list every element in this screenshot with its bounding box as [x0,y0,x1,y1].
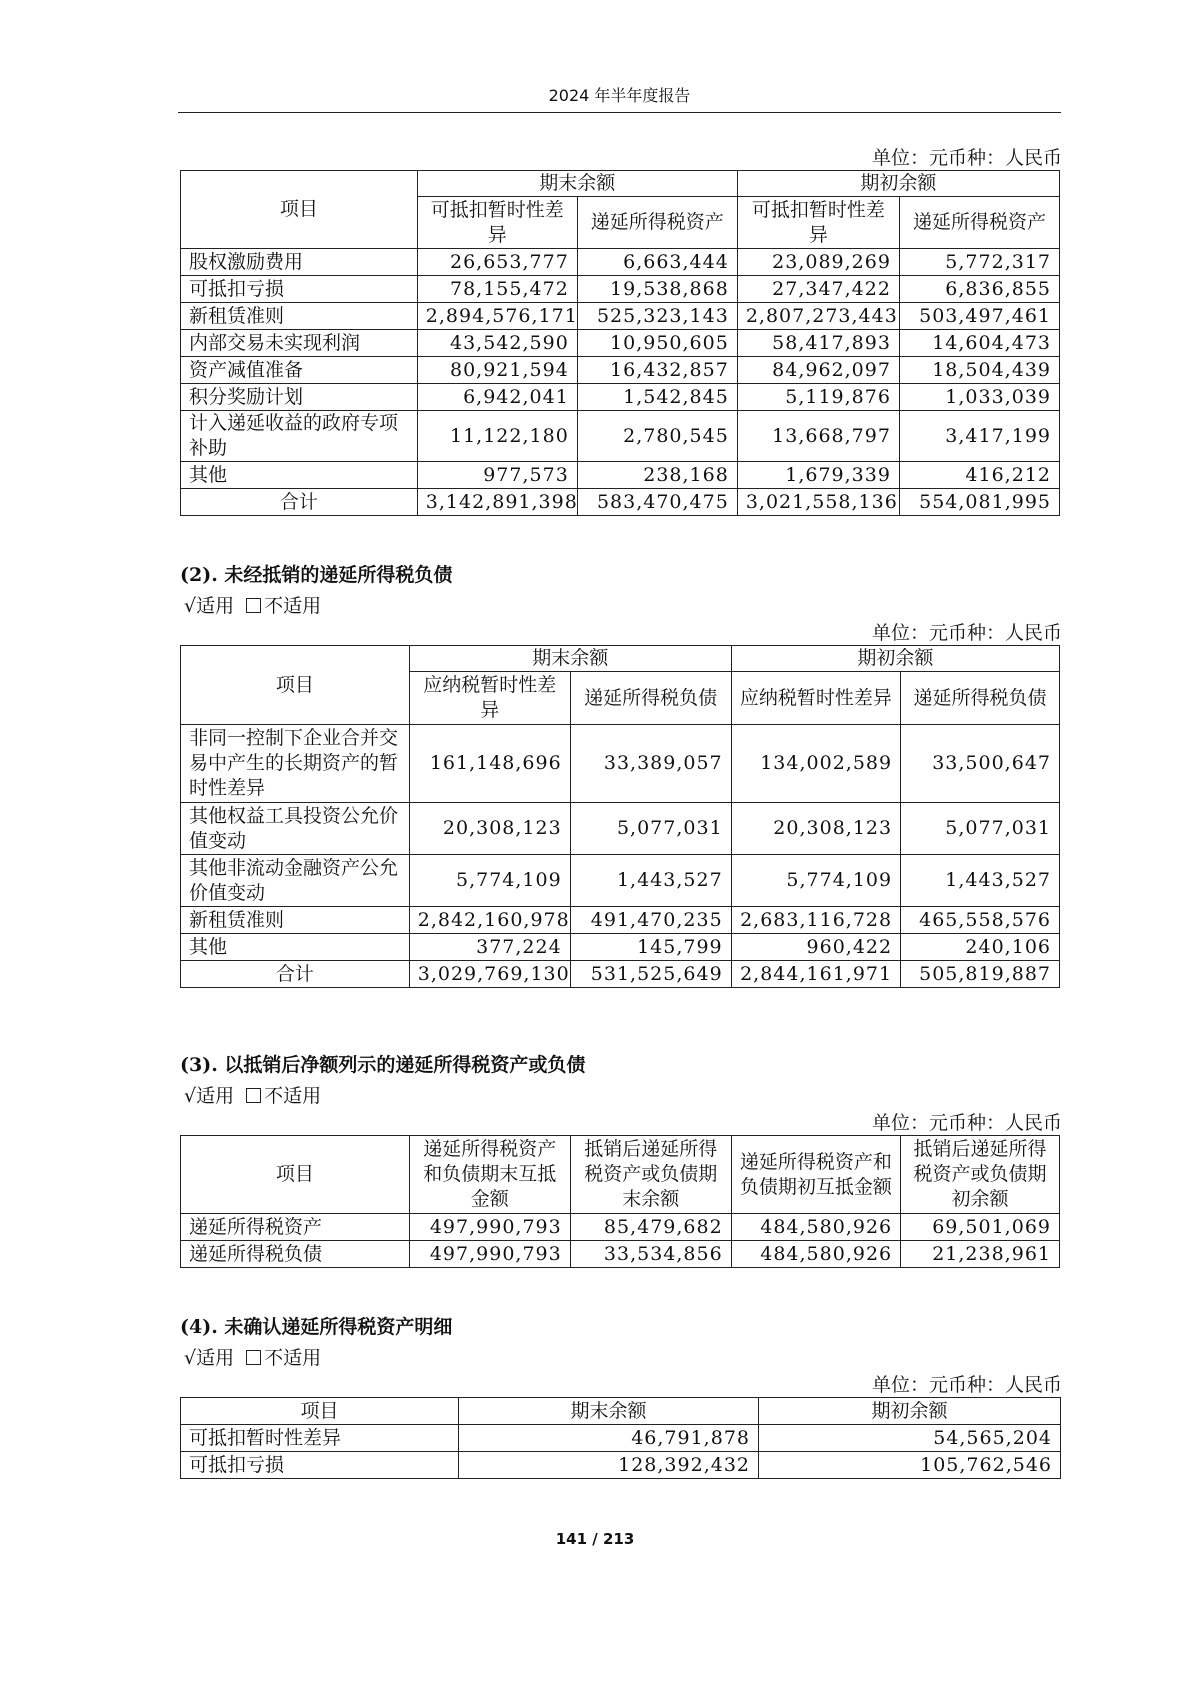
unit-label: 单位：元币种：人民币 [871,622,1062,644]
checkbox-empty-icon [246,1350,261,1365]
cell-value: 484,580,926 [731,1241,900,1268]
cell-value: 85,479,682 [570,1214,731,1241]
applicable-check: √适用 [184,595,235,617]
applicable-check: √适用 [184,1347,235,1369]
cell-value: 484,580,926 [731,1214,900,1241]
cell-value: 377,224 [409,934,570,961]
cell-value: 105,762,546 [759,1452,1061,1479]
cell-value: 583,470,475 [577,489,737,516]
cell-value: 26,653,777 [417,249,577,276]
table-row [181,330,1060,357]
table-row [181,276,1060,303]
page-header [178,82,1061,113]
checkbox-empty-icon [246,1088,261,1103]
table-row [181,1425,1061,1452]
cell-value: 6,942,041 [417,384,577,411]
row-label: 股权激励费用 [181,249,418,276]
table-row [181,803,1060,855]
cell-value: 5,077,031 [570,803,731,855]
table-row [181,357,1060,384]
col-group-begin-balance: 期初余额 [737,171,1059,197]
cell-value: 46,791,878 [459,1425,759,1452]
cell-value: 14,604,473 [899,330,1059,357]
cell-value: 1,542,845 [577,384,737,411]
table-row-total [181,961,1060,988]
cell-value: 33,534,856 [570,1241,731,1268]
col-header-item: 项目 [181,646,410,725]
cell-value: 1,033,039 [899,384,1059,411]
report-title: 2024 年半年度报告 [548,86,691,105]
row-label: 递延所得税负债 [181,1241,410,1268]
row-label: 递延所得税资产 [181,1214,410,1241]
cell-value: 33,500,647 [901,725,1060,803]
cell-value: 497,990,793 [409,1241,570,1268]
cell-value: 491,470,235 [570,907,731,934]
cell-value: 145,799 [570,934,731,961]
table-row [181,1452,1061,1479]
cell-value: 134,002,589 [731,725,900,803]
col-header-net-begin: 抵销后递延所得税资产或负债期初余额 [901,1136,1060,1214]
cell-value: 58,417,893 [737,330,899,357]
cell-value: 1,443,527 [570,855,731,907]
cell-value: 531,525,649 [570,961,731,988]
cell-value: 5,077,031 [901,803,1060,855]
applicable-indicator [184,591,321,618]
cell-value: 33,389,057 [570,725,731,803]
cell-value: 3,029,769,130 [409,961,570,988]
cell-value: 2,683,116,728 [731,907,900,934]
table-row [181,725,1060,803]
table-row [181,249,1060,276]
applicable-check: √适用 [184,1085,235,1107]
col-header-end-balance: 期末余额 [459,1398,759,1425]
cell-value: 21,238,961 [901,1241,1060,1268]
section-title-2: (2). 未经抵销的递延所得税负债 [180,564,453,586]
cell-value: 497,990,793 [409,1214,570,1241]
cell-value: 20,308,123 [409,803,570,855]
cell-value: 6,663,444 [577,249,737,276]
cell-value: 5,119,876 [737,384,899,411]
row-label: 可抵扣亏损 [181,1452,459,1479]
net-deferred-tax-table [180,1135,1060,1268]
cell-value: 2,842,160,978 [409,907,570,934]
cell-value: 2,844,161,971 [731,961,900,988]
table-row [181,411,1060,462]
row-label: 合计 [181,489,418,516]
cell-value: 554,081,995 [899,489,1059,516]
row-label: 新租赁准则 [181,303,418,330]
applicable-indicator [184,1343,321,1370]
col-header-begin-balance: 期初余额 [759,1398,1061,1425]
col-header-net-end: 抵销后递延所得税资产或负债期末余额 [570,1136,731,1214]
not-applicable-label: 不适用 [264,1085,322,1107]
cell-value: 27,347,422 [737,276,899,303]
cell-value: 10,950,605 [577,330,737,357]
applicable-indicator [184,1081,321,1108]
table-row [181,934,1060,961]
deferred-tax-assets-table [180,170,1060,516]
unit-label: 单位：元币种：人民币 [871,1112,1062,1134]
row-label: 非同一控制下企业合并交易中产生的长期资产的暂时性差异 [181,725,410,803]
cell-value: 525,323,143 [577,303,737,330]
table-row [181,1241,1060,1268]
col-header-dta-end: 递延所得税资产 [577,197,737,249]
cell-value: 1,443,527 [901,855,1060,907]
row-label: 可抵扣亏损 [181,276,418,303]
cell-value: 2,894,576,171 [417,303,577,330]
cell-value: 977,573 [417,462,577,489]
cell-value: 6,836,855 [899,276,1059,303]
col-group-end-balance: 期末余额 [417,171,737,197]
table-row [181,303,1060,330]
row-label: 资产减值准备 [181,357,418,384]
page-number: 141 / 213 [555,1530,635,1548]
row-label: 积分奖励计划 [181,384,418,411]
col-header-deductible-diff-end: 可抵扣暂时性差异 [417,197,577,249]
cell-value: 84,962,097 [737,357,899,384]
cell-value: 3,021,558,136 [737,489,899,516]
cell-value: 13,668,797 [737,411,899,462]
row-label: 内部交易未实现利润 [181,330,418,357]
col-group-begin-balance: 期初余额 [731,646,1059,672]
row-label: 其他 [181,462,418,489]
cell-value: 503,497,461 [899,303,1059,330]
cell-value: 416,212 [899,462,1059,489]
row-label: 可抵扣暂时性差异 [181,1425,459,1452]
col-header-item: 项目 [181,1398,459,1425]
row-label: 其他 [181,934,410,961]
cell-value: 3,142,891,398 [417,489,577,516]
cell-value: 5,772,317 [899,249,1059,276]
cell-value: 16,432,857 [577,357,737,384]
cell-value: 238,168 [577,462,737,489]
cell-value: 11,122,180 [417,411,577,462]
row-label: 其他非流动金融资产公允价值变动 [181,855,410,907]
not-applicable-label: 不适用 [264,595,322,617]
cell-value: 69,501,069 [901,1214,1060,1241]
table-row [181,907,1060,934]
cell-value: 2,807,273,443 [737,303,899,330]
cell-value: 3,417,199 [899,411,1059,462]
unrecognized-dta-table [180,1397,1061,1479]
cell-value: 960,422 [731,934,900,961]
cell-value: 128,392,432 [459,1452,759,1479]
cell-value: 161,148,696 [409,725,570,803]
col-header-item: 项目 [181,1136,410,1214]
row-label: 其他权益工具投资公允价值变动 [181,803,410,855]
table-row [181,384,1060,411]
table-row [181,855,1060,907]
col-header-deductible-diff-begin: 可抵扣暂时性差异 [737,197,899,249]
deferred-tax-liabilities-table [180,645,1060,988]
row-label: 计入递延收益的政府专项补助 [181,411,418,462]
cell-value: 80,921,594 [417,357,577,384]
col-header-dtl-end: 递延所得税负债 [570,672,731,725]
cell-value: 19,538,868 [577,276,737,303]
col-header-dtl-begin: 递延所得税负债 [901,672,1060,725]
section-title-4: (4). 未确认递延所得税资产明细 [180,1316,453,1338]
checkbox-empty-icon [246,598,261,613]
table-row [181,1214,1060,1241]
cell-value: 505,819,887 [901,961,1060,988]
cell-value: 5,774,109 [731,855,900,907]
cell-value: 18,504,439 [899,357,1059,384]
cell-value: 2,780,545 [577,411,737,462]
cell-value: 78,155,472 [417,276,577,303]
table-row [181,462,1060,489]
col-header-dta-begin: 递延所得税资产 [899,197,1059,249]
cell-value: 43,542,590 [417,330,577,357]
unit-label: 单位：元币种：人民币 [871,1374,1062,1396]
row-label: 新租赁准则 [181,907,410,934]
cell-value: 20,308,123 [731,803,900,855]
row-label: 合计 [181,961,410,988]
unit-label: 单位：元币种：人民币 [871,147,1062,169]
col-header-offset-end: 递延所得税资产和负债期末互抵金额 [409,1136,570,1214]
cell-value: 5,774,109 [409,855,570,907]
section-title-3: (3). 以抵销后净额列示的递延所得税资产或负债 [180,1054,586,1076]
table-row-total [181,489,1060,516]
col-group-end-balance: 期末余额 [409,646,731,672]
cell-value: 240,106 [901,934,1060,961]
col-header-offset-begin: 递延所得税资产和负债期初互抵金额 [731,1136,900,1214]
cell-value: 23,089,269 [737,249,899,276]
cell-value: 1,679,339 [737,462,899,489]
not-applicable-label: 不适用 [264,1347,322,1369]
cell-value: 54,565,204 [759,1425,1061,1452]
col-header-item: 项目 [181,171,418,249]
cell-value: 465,558,576 [901,907,1060,934]
col-header-taxable-diff-begin: 应纳税暂时性差异 [731,672,900,725]
col-header-taxable-diff-end: 应纳税暂时性差异 [409,672,570,725]
